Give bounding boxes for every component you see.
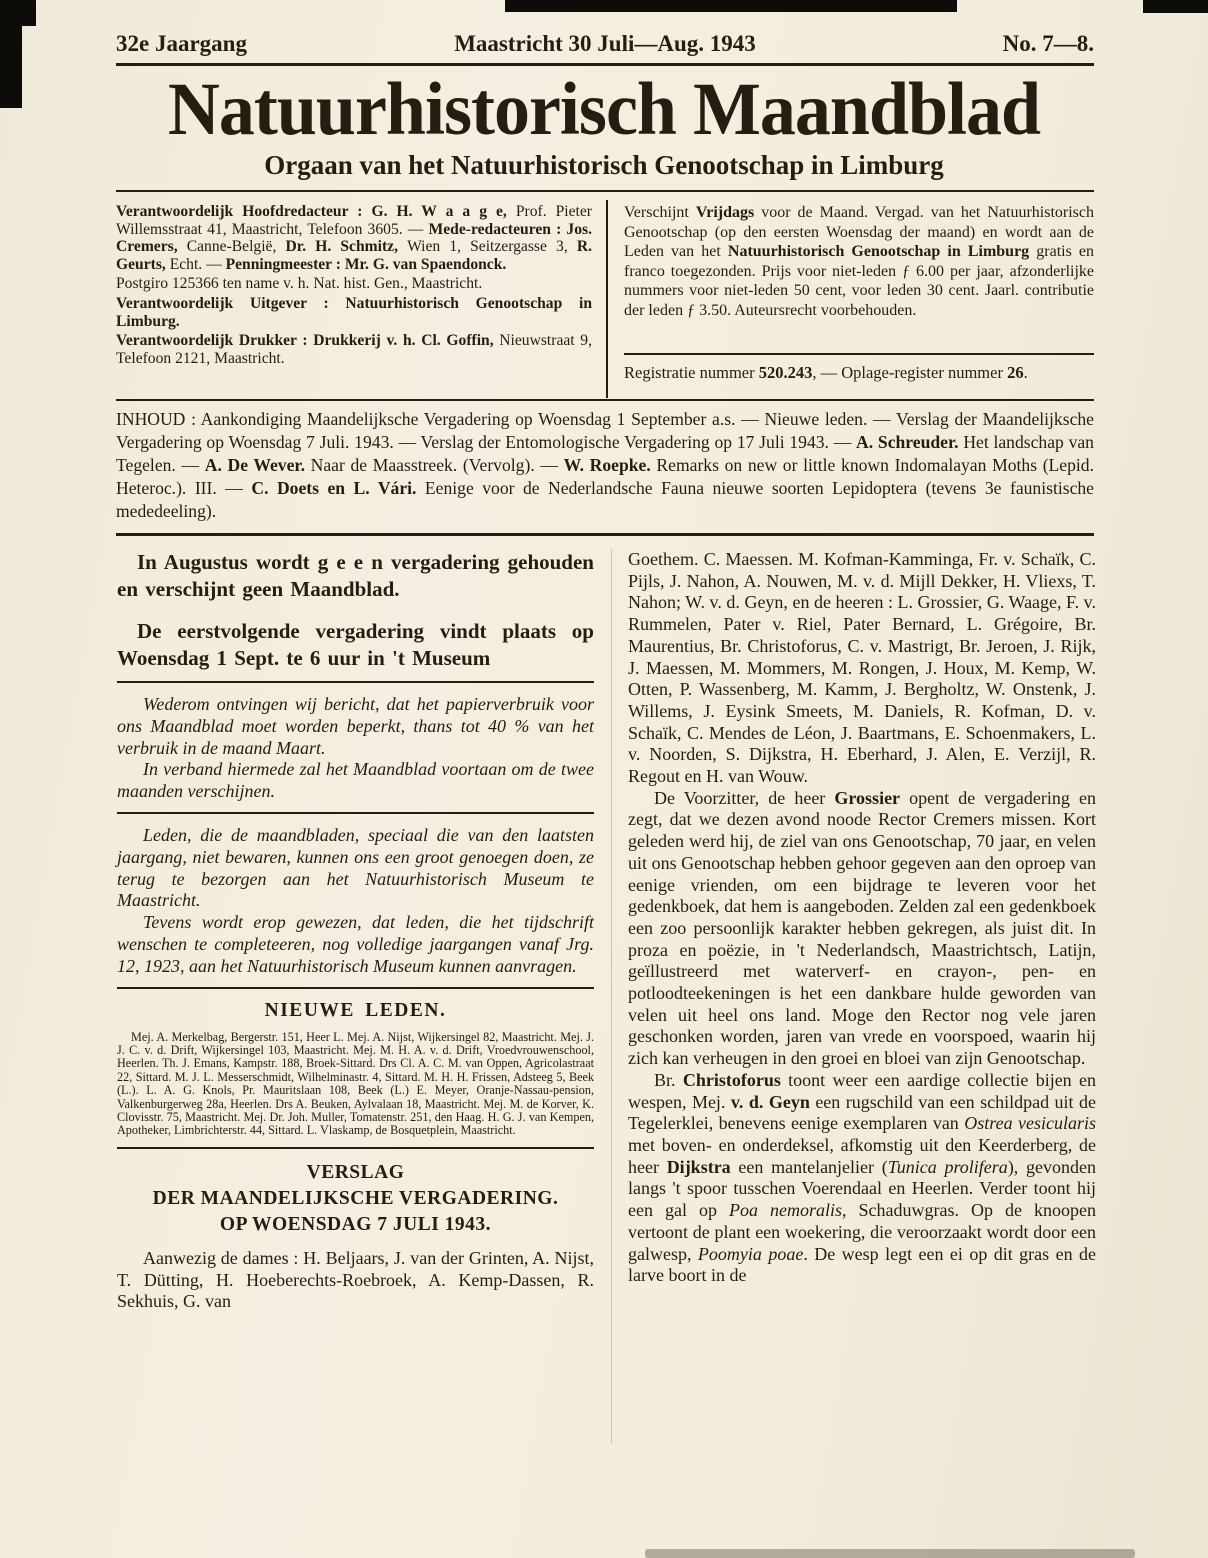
new-members-heading: NIEUWE LEDEN. bbox=[264, 999, 447, 1021]
issue-number-label: No. 7—8. bbox=[1002, 31, 1094, 56]
return-issues-notice: Leden, die de maandbladen, speciaal die van den laatsten jaargang, niet bewaren, kunnen ons een groot genoegen doen, ze terug te bezorgen aan het Natuurhistorisch Museum te Maastricht. Tevens wordt erop gewezen, dat leden, die het tijdschrift wenschen te completeeren, nog volledige jaargangen vanaf Jrg. 12, 1923, aan het Natuurhistorisch Museum kunnen aanvragen. bbox=[117, 824, 594, 976]
masthead-editors-block: Verantwoordelijk Hoofdredacteur : G. H. W a a g e, Prof. Pieter Willemsstraat 41, Maastricht, Telefoon 3605. — Mede-redacteuren : Jos. Cremers, Canne-België, Dr. H. Schmitz, Wien 1, Seitzergasse 3, R. Geurts, Echt. — Penningmeester : Mr. G. van Spaendonck. Postgiro 125366 ten name v. h. Nat. hist. Gen., Maastricht. Verantwoordelijk Uitgever : Natuurhistorisch Genootschap in Limburg. Verantwoordelijk Drukker : Drukkerij v. h. Cl. Goffin, Nieuwstraat 9, Telefoon 2121, Maastricht. bbox=[116, 203, 592, 367]
contents-bottom-rule bbox=[116, 533, 1094, 536]
journal-subtitle: Orgaan van het Natuurhistorisch Genootschap in Limburg bbox=[264, 150, 944, 180]
left-rule-2 bbox=[117, 812, 594, 814]
masthead-block bbox=[116, 200, 1094, 398]
left-column bbox=[117, 549, 594, 1313]
right-column: Goethem. C. Maessen. M. Kofman-Kamminga, Fr. v. Schaïk, C. Pijls, J. Nahon, A. Nouwen, M. v. d. Mijll Dekker, H. Vliexs, T. Nahon; W. v. d. Geyn, en de heeren : L. Grossier, G. Waage, F. v. Rummelen, Pater v. Riel, Pater Bernard, L. Grégoire, Br. Maurentius, Br. Christoforus, C. v. Mastrigt, Br. Jeroen, J. Rijk, J. Maessen, M. Mommers, M. Rongen, J. Houx, M. Kemp, W. Otten, P. Wassenberg, M. Kamm, J. Bergholtz, W. Onstenk, J. Willems, J. Eysink Smeets, M. Daniels, R. Kofman, D. v. Schaïk, C. Mendes de Léon, J. Baartmans, E. Schoenmakers, L. v. Noorden, S. Dijkstra, H. Eberhard, J. Alen, E. Verzijl, R. Regout en H. van Wouw. De Voorzitter, de heer Grossier opent de vergadering en zegt, dat we dezen avond noode Rector Cremers missen. Kort geleden werd hij, de ziel van ons Genootschap, 70 jaar, en velen uit ons Genootschap hebben gehoor gegeven aan den oproep van eenige vrienden, om een bijdrage te leveren voor het gedenkboek, dat hem is aangeboden. Zelden zal een gedenkboek een zoo persoonlijk karakter hebben gekregen, als juist dit. In proza en poëzie, in 't Nederlandsch, Maastrichtsch, Latijn, geïllustreerd met waterverf- en crayon-, pen- en potloodteekeningen is het een dankbare hulde geworden van velen uit heel ons land. Moge den Rector nog vele jaren geschonken worden, jaren van vrede en voorspoed, waarin hij zich kan verheugen in den groei en bloei van zijn Genootschap. Br. Christoforus toont weer een aardige collectie bijen en wespen, Mej. v. d. Geyn een rugschild van een schildpad uit de Tegelerklei, benevens eenige exemplaren van Ostrea vesicularis met boven- en onderdeksel, afkomstig uit den Keerderberg, de heer Dijkstra een mantelanjelier (Tunica prolifera), gevonden langs 't spoor tusschen Voerendaal en Heerlen. Verder toont hij een gal op Poa nemoralis, Schaduwgras. Op de knoopen vertoont de plant een woekering, die veroorzaakt wordt door een galwesp, Poomyia poae. De wesp legt een ei op dit gras en de larve boort in de bbox=[628, 549, 1097, 1286]
body-column-divider bbox=[611, 549, 612, 1444]
paper-restriction-notice: Wederom ontvingen wij bericht, dat het papierverbruik voor ons Maandblad moet worden beperkt, thans tot 40 % van het verbruik in de maand Maart. In verband hiermede zal het Maandblad voortaan om de twee maanden verschijnen. bbox=[117, 694, 594, 802]
registration-rule bbox=[624, 353, 1094, 355]
registration-line: Registratie nummer 520.243, — Oplage-register nummer 26. bbox=[624, 363, 1028, 382]
announcement-no-august-meeting: In Augustus wordt g e e n vergadering gehouden en verschijnt geen Maandblad. bbox=[117, 550, 594, 601]
left-rule-1 bbox=[117, 681, 594, 683]
new-members-list: Mej. A. Merkelbag, Bergerstr. 151, Heer L. Mej. A. Nijst, Wijkersingel 82, Maastricht. Mej. J. J. C. v. d. Drift, Wijkersingel 103, Maastricht. Mej. M. H. A. v. d. Drift, Vroedvrouwenschool, Heerlen. Th. J. Emans, Kampstr. 188, Broek-Sittard. Drs Cl. A. C. M. van Oppen, Agricolastraat 22, Sittard. M. J. L. Messerschmidt, Wilhelminastr. 4, Sittard. M. H. H. Frissen, Adsteeg 5, Beek (L.). L. A. G. Knols, Pr. Mauritslaan 108, Beek (L.) E. Meyer, Oranje-Nassau-pension, Valkenburgerweg 28a, Heerlen. Drs A. Beuken, Aylvalaan 18, Maastricht. Mej. M. de Korver, K. Clovisstr. 75, Maastricht. Mej. Dr. Joh. Muller, Tomatenstr. 251, den Haag. H. G. J. van Kempen, Apotheker, Limbrichterstr. 44, Sittard. L. Vlaskamp, de Bosquetplein, Maastricht. bbox=[117, 1029, 594, 1138]
masthead-bottom-rule bbox=[116, 399, 1094, 401]
scan-artifact-top-bar bbox=[505, 0, 957, 12]
date-label: Maastricht 30 Juli—Aug. 1943 bbox=[454, 31, 756, 56]
page-header-row bbox=[116, 31, 1094, 59]
scan-artifact-bottom-smudge bbox=[645, 1549, 1135, 1558]
scan-artifact-top-left-bar bbox=[0, 0, 36, 26]
left-rule-4 bbox=[117, 1147, 594, 1149]
volume-label: 32e Jaargang bbox=[116, 31, 247, 56]
announcement-next-meeting: De eerstvolgende vergadering vindt plaats op Woensdag 1 Sept. te 6 uur in 't Museum bbox=[117, 619, 594, 670]
meeting-report-heading: VERSLAG DER MAANDELIJKSCHE VERGADERING. OP WOENSDAG 7 JULI 1943. bbox=[152, 1161, 559, 1235]
subtitle-rule bbox=[116, 190, 1094, 192]
masthead-subscription-block: Verschijnt Vrijdags voor de Maand. Vergad. van het Natuurhistorisch Genootschap (op den eersten Woensdag der maand) en wordt aan de Leden van het Natuurhistorisch Genootschap in Limburg gratis en franco toegezonden. Prijs voor niet-leden ƒ 6.00 per jaar, afzonderlijke nummers voor niet-leden 50 cent, voor leden 30 cent. Jaarl. contributie der leden ƒ 3.50. Auteursrecht voorbehouden. bbox=[624, 204, 1095, 319]
scan-artifact-top-right-bar bbox=[1143, 0, 1208, 13]
journal-title: Natuurhistorisch Maandblad bbox=[167, 67, 1041, 151]
table-of-contents: INHOUD : Aankondiging Maandelijksche Vergadering op Woensdag 1 September a.s. — Nieuwe leden. — Verslag der Maandelijksche Vergadering op Woensdag 7 Juli. 1943. — Verslag der Entomologische Vergadering op 17 Juli 1943. — A. Schreuder. Het landschap van Tegelen. — A. De Wever. Naar de Maasstreek. (Vervolg). — W. Roepke. Remarks on new or little known Indomalayan Moths (Lepid. Heteroc.). III. — C. Doets en L. Vári. Eenige voor de Nederlandsche Fauna nieuwe soorten Lepidoptera (tevens 3e faunistische mededeeling). bbox=[116, 409, 1094, 521]
masthead-column-divider bbox=[606, 200, 608, 398]
attendees-paragraph: Aanwezig de dames : H. Beljaars, J. van der Grinten, A. Nijst, T. Dütting, H. Hoeberechts-Roebroek, A. Kemp-Dassen, R. Sekhuis, G. van bbox=[117, 1247, 594, 1312]
left-rule-3 bbox=[117, 987, 594, 989]
